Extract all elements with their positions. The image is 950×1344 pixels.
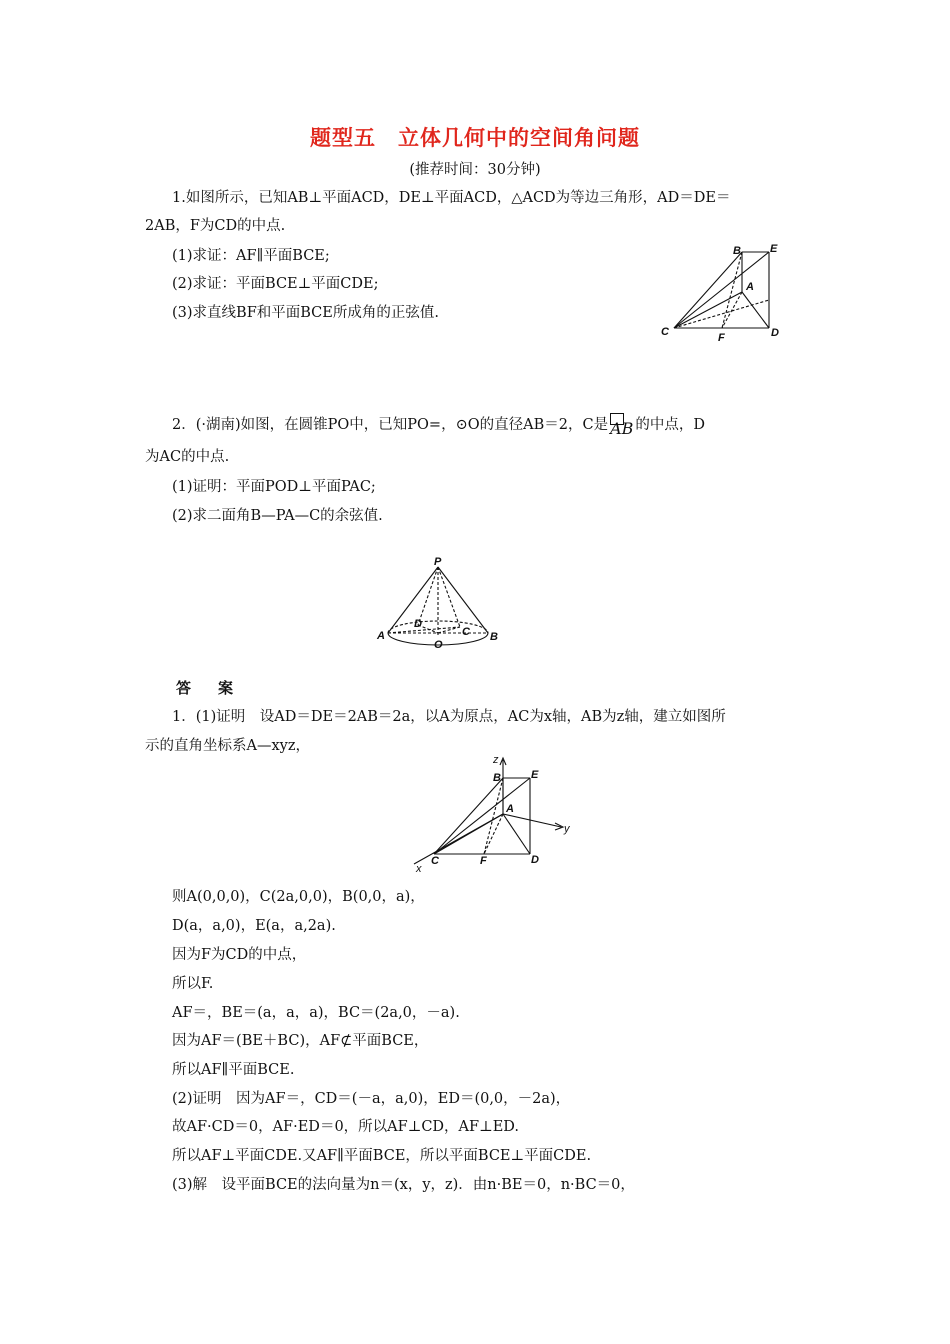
problem1-line2: 2AB，F为CD的中点. (145, 218, 286, 234)
label-C: C (462, 626, 470, 638)
edge-CE (434, 778, 530, 854)
edge-AD (742, 292, 769, 328)
label-F: F (718, 332, 725, 344)
edge-PA (388, 567, 438, 633)
label-z: z (493, 754, 499, 766)
label-A: A (377, 630, 385, 642)
answer-line7: AF＝，BE＝(a，a，a)，BC＝(2a,0，－a). (172, 1005, 460, 1021)
page-title: 题型五 立体几何中的空间角问题 (310, 126, 640, 150)
answer-line3: 则A(0,0,0)，C(2a,0,0)，B(0,0，a)， (172, 889, 425, 905)
edge-aux (674, 300, 769, 328)
answer-line5: 因为F为CD的中点， (172, 947, 307, 963)
answer-line4: D(a，a,0)，E(a，a,2a). (172, 918, 336, 934)
label-P: P (434, 556, 442, 568)
label-y: y (564, 823, 570, 835)
answer-line10: (2)证明 因为AF＝，CD＝(－a，a,0)，ED＝(0,0，－2a)， (172, 1091, 571, 1107)
edge-CB (434, 778, 503, 854)
problem2-q2: (2)求二面角B—PA—C的余弦值. (172, 508, 383, 524)
answer-line11: 故AF·CD＝0，AF·ED＝0，所以AF⊥CD，AF⊥ED. (172, 1119, 520, 1135)
answer-line1: 1．(1)证明 设AD＝DE＝2AB＝2a，以A为原点，AC为x轴，AB为z轴，建立如图所 (172, 709, 726, 725)
label-D: D (531, 854, 539, 866)
problem1-line1: 1.如图所示，已知AB⊥平面ACD，DE⊥平面ACD，△ACD为等边三角形，AD＝DE＝ (172, 190, 731, 206)
label-A: A (506, 803, 514, 815)
answer-line8: 因为AF＝(BE＋BC)，AF⊄平面BCE， (172, 1033, 429, 1049)
label-C: C (431, 855, 439, 867)
problem2-line2: 为AC的中点. (145, 449, 230, 465)
answer-line2: 示的直角坐标系A—xyz， (145, 738, 310, 754)
label-D: D (414, 618, 422, 630)
edge-PD (418, 567, 438, 625)
answer-line6: 所以F. (172, 976, 214, 992)
problem1-q2: (2)求证：平面BCE⊥平面CDE; (172, 276, 379, 292)
edge-CA (434, 814, 503, 854)
label-E: E (770, 243, 778, 255)
answer-line9: 所以AF∥平面BCE. (172, 1062, 295, 1078)
edge-AD (503, 814, 530, 854)
problem2-q1: (1)证明：平面POD⊥平面PAC; (172, 479, 376, 495)
recommended-time: (推荐时间：30分钟) (409, 162, 541, 178)
label-F: F (480, 855, 487, 867)
problem2-line1 (172, 414, 706, 438)
edge-PC (438, 567, 460, 627)
label-C: C (661, 326, 669, 338)
answer-line13: (3)解 设平面BCE的法向量为n＝(x，y，z)．由n·BE＝0，n·BC＝0， (172, 1177, 635, 1193)
label-B: B (493, 772, 501, 784)
edge-CE (674, 252, 769, 328)
problem2-line1-text: 2．(·湖南)如图，在圆锥PO中，已知PO=，⊙O的直径AB＝2，C是 (172, 417, 609, 433)
edge-CB (674, 252, 742, 328)
answer-coordinate-figure (406, 752, 576, 876)
label-E: E (531, 769, 539, 781)
axis-y (503, 814, 561, 827)
problem1-q1: (1)求证：AF∥平面BCE; (172, 248, 330, 264)
problem1-figure (656, 240, 786, 345)
answer-heading: 答 案 (176, 679, 240, 697)
problem2-figure (374, 555, 504, 655)
label-D: D (771, 327, 779, 339)
label-O: O (434, 639, 443, 651)
label-B: B (733, 245, 741, 257)
label-B: B (490, 631, 498, 643)
problem1-q3: (3)求直线BF和平面BCE所成角的正弦值. (172, 305, 439, 321)
problem2-line1-end: 的中点，D (635, 417, 706, 433)
arc-ab: AB (610, 414, 633, 434)
label-A: A (746, 281, 754, 293)
edge-PB (438, 567, 488, 633)
answer-line12: 所以AF⊥平面CDE.又AF∥平面BCE，所以平面BCE⊥平面CDE. (172, 1148, 592, 1164)
label-x: x (416, 863, 422, 875)
